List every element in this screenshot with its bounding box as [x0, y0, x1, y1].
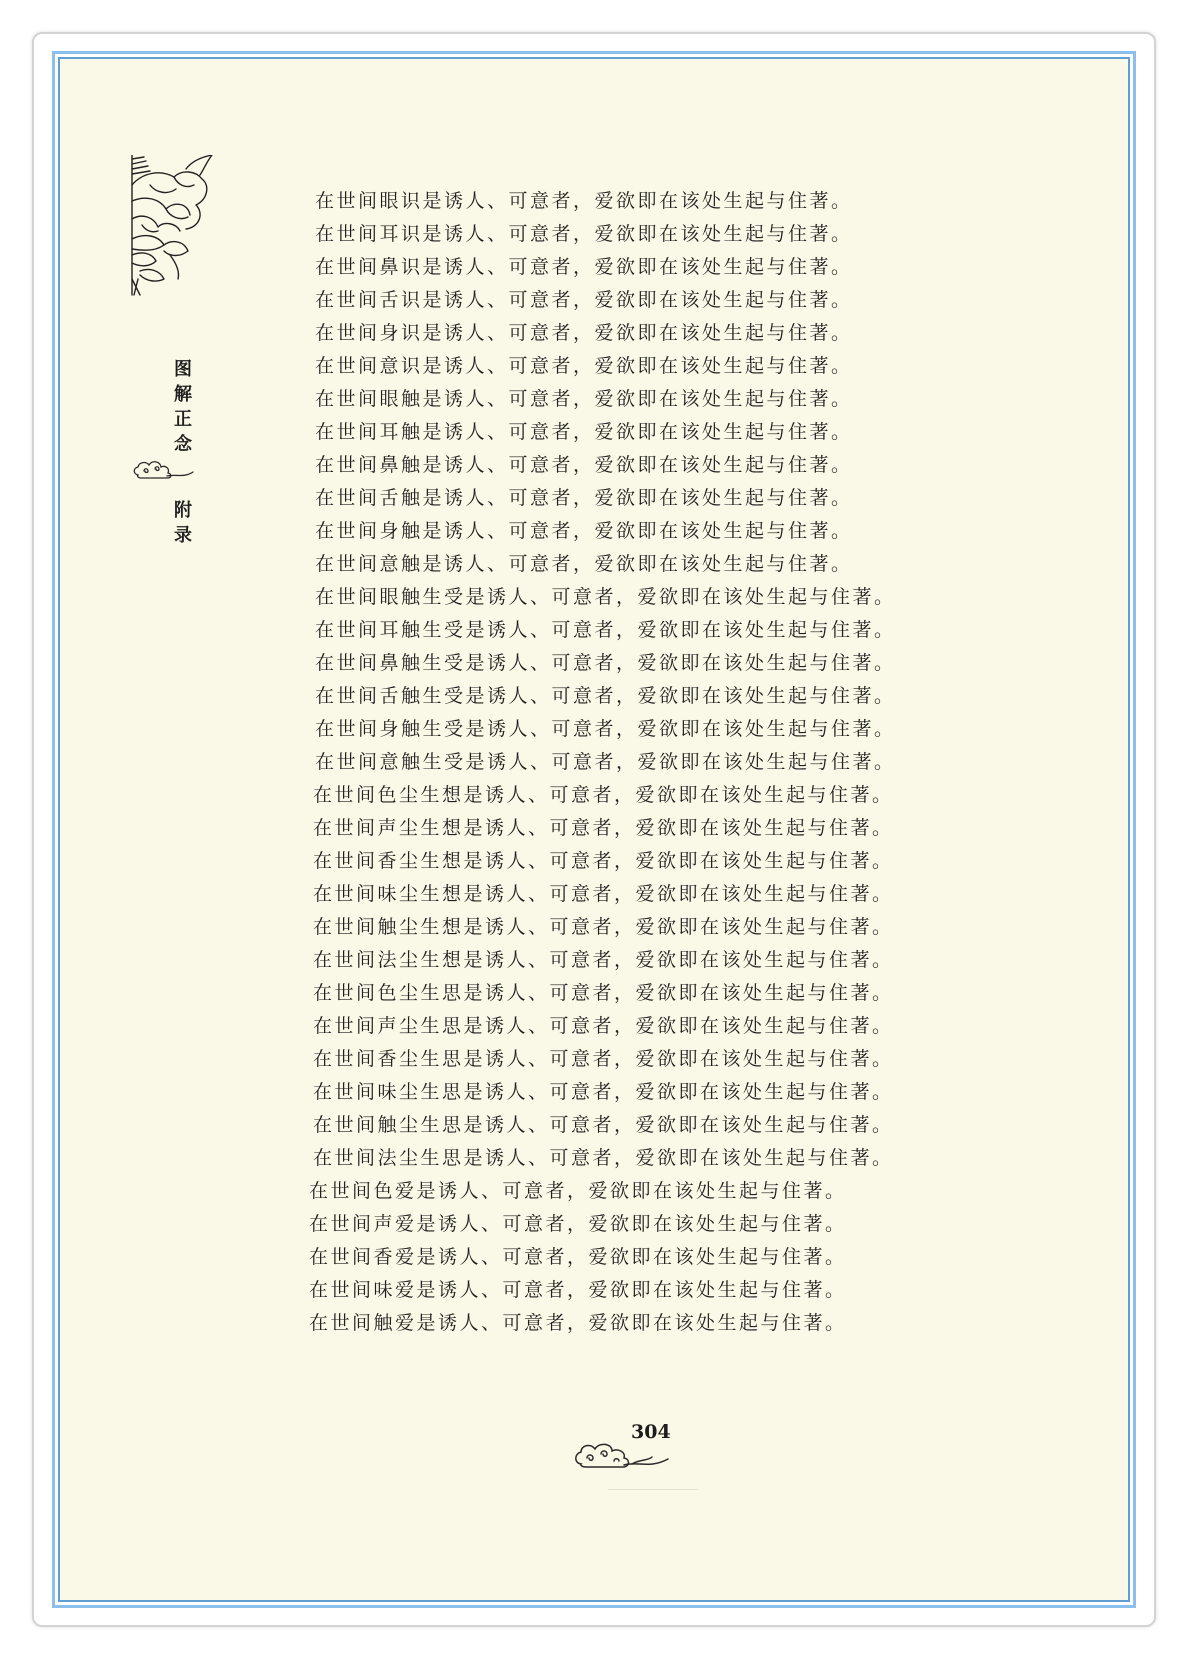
text-line: 在世间触尘生想是诱人、可意者，爱欲即在该处生起与住著。	[313, 916, 894, 938]
text-line: 在世间身触生受是诱人、可意者，爱欲即在该处生起与住著。	[315, 718, 896, 740]
book-title: 图解正念	[171, 359, 192, 459]
page-number: 304	[631, 1421, 671, 1443]
text-line: 在世间眼识是诱人、可意者，爱欲即在该处生起与住著。	[315, 190, 853, 212]
text-line: 在世间声尘生思是诱人、可意者，爱欲即在该处生起与住著。	[313, 1015, 894, 1037]
flower-ornament-icon	[130, 155, 214, 297]
text-line: 在世间眼触是诱人、可意者，爱欲即在该处生起与住著。	[315, 388, 853, 410]
text-line: 在世间味尘生思是诱人、可意者，爱欲即在该处生起与住著。	[313, 1081, 894, 1103]
text-line: 在世间色尘生思是诱人、可意者，爱欲即在该处生起与住著。	[313, 982, 894, 1004]
text-line: 在世间香尘生想是诱人、可意者，爱欲即在该处生起与住著。	[313, 850, 894, 872]
section-label: 附录	[171, 500, 192, 550]
text-line: 在世间耳触生受是诱人、可意者，爱欲即在该处生起与住著。	[315, 619, 896, 641]
text-line: 在世间鼻触是诱人、可意者，爱欲即在该处生起与住著。	[315, 454, 853, 476]
text-line: 在世间色尘生想是诱人、可意者，爱欲即在该处生起与住著。	[313, 784, 894, 806]
text-line: 在世间声爱是诱人、可意者，爱欲即在该处生起与住著。	[309, 1213, 847, 1235]
text-line: 在世间眼触生受是诱人、可意者，爱欲即在该处生起与住著。	[315, 586, 896, 608]
text-line: 在世间香爱是诱人、可意者，爱欲即在该处生起与住著。	[309, 1246, 847, 1268]
text-line: 在世间法尘生想是诱人、可意者，爱欲即在该处生起与住著。	[313, 949, 894, 971]
text-line: 在世间鼻识是诱人、可意者，爱欲即在该处生起与住著。	[315, 256, 853, 278]
text-line: 在世间意触生受是诱人、可意者，爱欲即在该处生起与住著。	[315, 751, 896, 773]
text-line: 在世间色爱是诱人、可意者，爱欲即在该处生起与住著。	[309, 1180, 847, 1202]
text-line: 在世间意识是诱人、可意者，爱欲即在该处生起与住著。	[315, 355, 853, 377]
page-content	[60, 59, 1128, 1600]
text-line: 在世间耳识是诱人、可意者，爱欲即在该处生起与住著。	[315, 223, 853, 245]
divider	[608, 1489, 698, 1490]
cloud-ornament-icon	[132, 459, 194, 481]
text-line: 在世间意触是诱人、可意者，爱欲即在该处生起与住著。	[315, 553, 853, 575]
text-line: 在世间身触是诱人、可意者，爱欲即在该处生起与住著。	[315, 520, 853, 542]
text-line: 在世间香尘生思是诱人、可意者，爱欲即在该处生起与住著。	[313, 1048, 894, 1070]
text-line: 在世间触尘生思是诱人、可意者，爱欲即在该处生起与住著。	[313, 1114, 894, 1136]
text-line: 在世间舌触是诱人、可意者，爱欲即在该处生起与住著。	[315, 487, 853, 509]
text-line: 在世间法尘生思是诱人、可意者，爱欲即在该处生起与住著。	[313, 1147, 894, 1169]
text-line: 在世间舌触生受是诱人、可意者，爱欲即在该处生起与住著。	[315, 685, 896, 707]
text-line: 在世间味尘生想是诱人、可意者，爱欲即在该处生起与住著。	[313, 883, 894, 905]
text-line: 在世间耳触是诱人、可意者，爱欲即在该处生起与住著。	[315, 421, 853, 443]
text-line: 在世间鼻触生受是诱人、可意者，爱欲即在该处生起与住著。	[315, 652, 896, 674]
text-line: 在世间身识是诱人、可意者，爱欲即在该处生起与住著。	[315, 322, 853, 344]
text-line: 在世间舌识是诱人、可意者，爱欲即在该处生起与住著。	[315, 289, 853, 311]
text-line: 在世间味爱是诱人、可意者，爱欲即在该处生起与住著。	[309, 1279, 847, 1301]
text-line: 在世间声尘生想是诱人、可意者，爱欲即在该处生起与住著。	[313, 817, 894, 839]
body-text	[309, 185, 896, 1340]
text-line: 在世间触爱是诱人、可意者，爱欲即在该处生起与住著。	[309, 1312, 847, 1334]
